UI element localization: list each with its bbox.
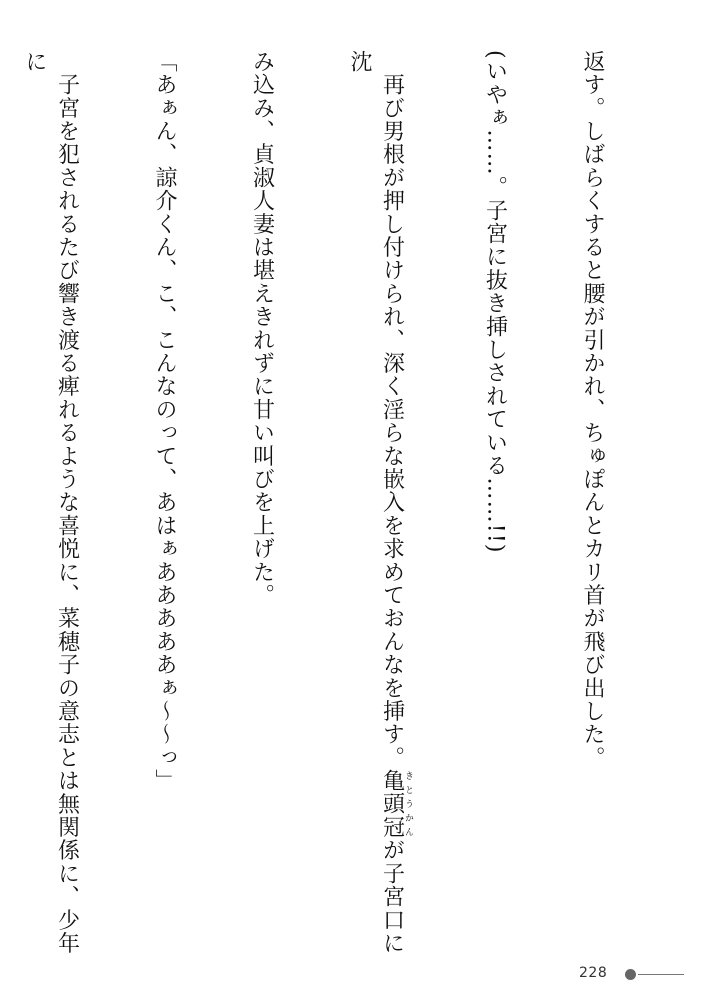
text-line-3-tail: が子宮口に沈 xyxy=(347,50,405,955)
text-line-1: 返す。しばらくすると腰が引かれ、ちゅぽんとカリ首が飛び出した。 xyxy=(580,50,605,770)
vertical-text-body xyxy=(0,50,673,955)
page-folio xyxy=(579,962,689,986)
folio-dot-icon xyxy=(625,969,636,980)
text-line-3-main: 再び男根が押し付けられ、深く淫らな嵌入を求めておんなを挿す。 xyxy=(379,50,405,770)
text-line-4: み込み、貞淑人妻は堪えきれずに甘い叫びを上げた。 xyxy=(249,50,275,607)
folio-rule xyxy=(638,974,684,975)
text-line-3 xyxy=(343,50,414,955)
ruby-word-kitoukan xyxy=(379,769,413,839)
text-line-5: 「あぁん、諒介くん、こ、こんなのって、あはぁあああああぁ～～っ」 xyxy=(152,50,177,793)
text-line-6: 子宮を犯されるたび響き渡る痺れるような喜悦に、菜穂子の意志とは無関係に、少年に xyxy=(22,50,80,955)
page-number: 228 xyxy=(579,965,608,981)
ruby-reading: きとうかん xyxy=(403,769,413,839)
ruby-base: 亀頭冠 xyxy=(379,769,405,839)
text-line-2: (いやぁ……。子宮に抜き挿しされている……!!) xyxy=(482,50,508,554)
